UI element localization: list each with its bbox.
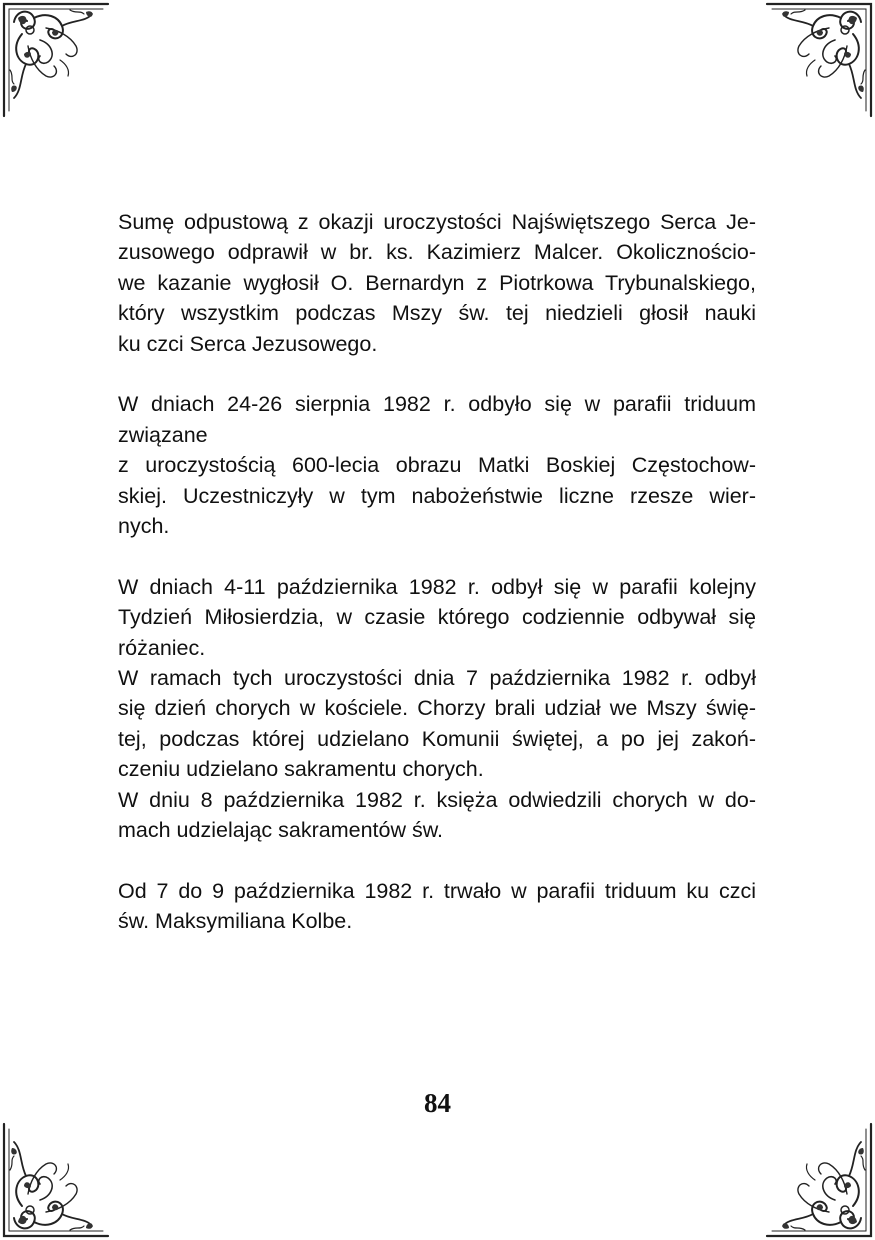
text-line: nych. (118, 514, 170, 539)
text-line: św. Maksymiliana Kolbe. (118, 909, 353, 934)
paragraph-gap (118, 541, 756, 571)
text-line: Sumę odpustową z okazji uroczystości Najświętszego Serca Je- (118, 210, 756, 234)
text-line: skiej. Uczestniczyły w tym nabożeństwie liczne rzesze wier- (118, 483, 756, 508)
text-line: W dniach 24-26 sierpnia 1982 r. odbyło się w parafii triduum (118, 392, 756, 417)
corner-ornament-top-right-icon (763, 0, 875, 120)
text-line: Tydzień Miłosierdzia, w czasie którego codziennie odbywał się (118, 605, 756, 630)
text-line: we kazanie wygłosił O. Bernardyn z Piotrkowa Trybunalskiego, (118, 270, 756, 295)
text-line: z uroczystością 600-lecia obrazu Matki Boskiej Częstochow- (118, 453, 756, 478)
paragraph-gap (118, 846, 756, 876)
corner-ornament-top-left-icon (0, 0, 112, 120)
text-line: mach udzielając sakramentów św. (118, 818, 444, 843)
corner-ornament-bottom-left-icon (0, 1120, 112, 1240)
text-line: związane (118, 422, 208, 447)
text-line: czeniu udzielano sakramentu chorych. (118, 757, 484, 782)
text-line: W dniach 4-11 października 1982 r. odbył się w parafii kolejny (118, 574, 756, 599)
text-line: tej, podczas której udzielano Komunii świętej, a po jej zakoń- (118, 726, 756, 751)
paragraph-1 (118, 207, 756, 359)
body-text (118, 207, 756, 937)
text-line: W ramach tych uroczystości dnia 7 października 1982 r. odbył (118, 666, 756, 691)
text-line: ku czci Serca Jezusowego. (118, 331, 378, 356)
paragraph-3 (118, 572, 756, 846)
paragraph-2 (118, 389, 756, 541)
text-line: W dniu 8 października 1982 r. księża odwiedzili chorych w do- (118, 787, 756, 812)
paragraph-4 (118, 876, 756, 937)
page-number: 84 (424, 1088, 451, 1118)
text-line: różaniec. (118, 635, 206, 660)
corner-ornament-bottom-right-icon (763, 1120, 875, 1240)
text-line: który wszystkim podczas Mszy św. tej niedzieli głosił nauki (118, 301, 756, 326)
text-line: Od 7 do 9 października 1982 r. trwało w parafii triduum ku czci (118, 878, 756, 903)
paragraph-gap (118, 359, 756, 389)
text-line: zusowego odprawił w br. ks. Kazimierz Malcer. Okolicznościo- (118, 240, 756, 265)
text-line: się dzień chorych w kościele. Chorzy brali udział we Mszy świę- (118, 696, 756, 721)
